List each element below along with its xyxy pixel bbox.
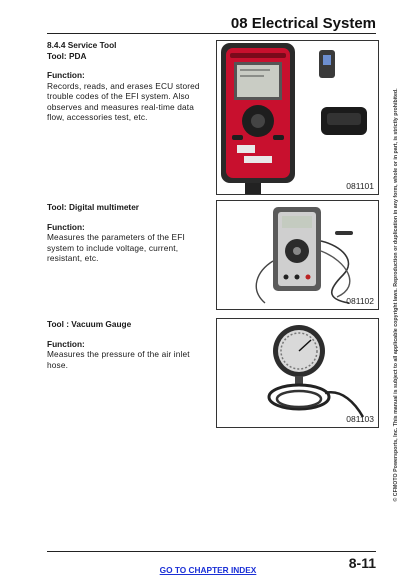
pda-tool-image — [217, 41, 378, 194]
section-heading: 8.4.4 Service Tool — [47, 40, 117, 50]
page-number: 8-11 — [348, 555, 376, 571]
vacuum-gauge-image — [217, 319, 378, 427]
figure-code: 081103 — [346, 414, 374, 424]
header-divider — [47, 33, 376, 34]
chapter-title: 08 Electrical System — [230, 15, 376, 32]
chapter-index-link[interactable]: GO TO CHAPTER INDEX — [159, 565, 257, 575]
copyright-text: © CFMOTO Powersports, Inc. This manual is subject to all applicable copyright laws. Reproduction or duplication in any form, whole or in part, is strictly prohibited. — [393, 88, 399, 502]
function-label: Function: — [47, 338, 85, 349]
figure-pda — [216, 40, 379, 195]
tool-name: Tool: PDA — [47, 50, 87, 61]
copyright-notice — [391, 80, 401, 510]
function-label: Function: — [47, 70, 85, 80]
section-multimeter — [47, 202, 213, 264]
function-label: Function: — [47, 221, 85, 232]
figure-vacuum-gauge — [216, 318, 379, 428]
multimeter-image — [217, 201, 378, 309]
function-description: Records, reads, and erases ECU stored trouble codes of the EFI system. Also observes and measures real-time data flow, accessories test, etc. — [47, 80, 200, 122]
figure-code: 081101 — [346, 181, 374, 191]
function-description: Measures the parameters of the EFI system to include voltage, current, resistant, etc. — [47, 232, 185, 263]
section-pda — [47, 40, 213, 123]
figure-multimeter — [216, 200, 379, 310]
tool-name: Tool: Digital multimeter — [47, 202, 140, 212]
section-vacuum-gauge — [47, 319, 213, 370]
function-description: Measures the pressure of the air inlet hose. — [47, 349, 190, 370]
footer-divider — [47, 551, 376, 552]
figure-code: 081102 — [346, 296, 374, 306]
tool-name: Tool : Vacuum Gauge — [47, 319, 132, 329]
